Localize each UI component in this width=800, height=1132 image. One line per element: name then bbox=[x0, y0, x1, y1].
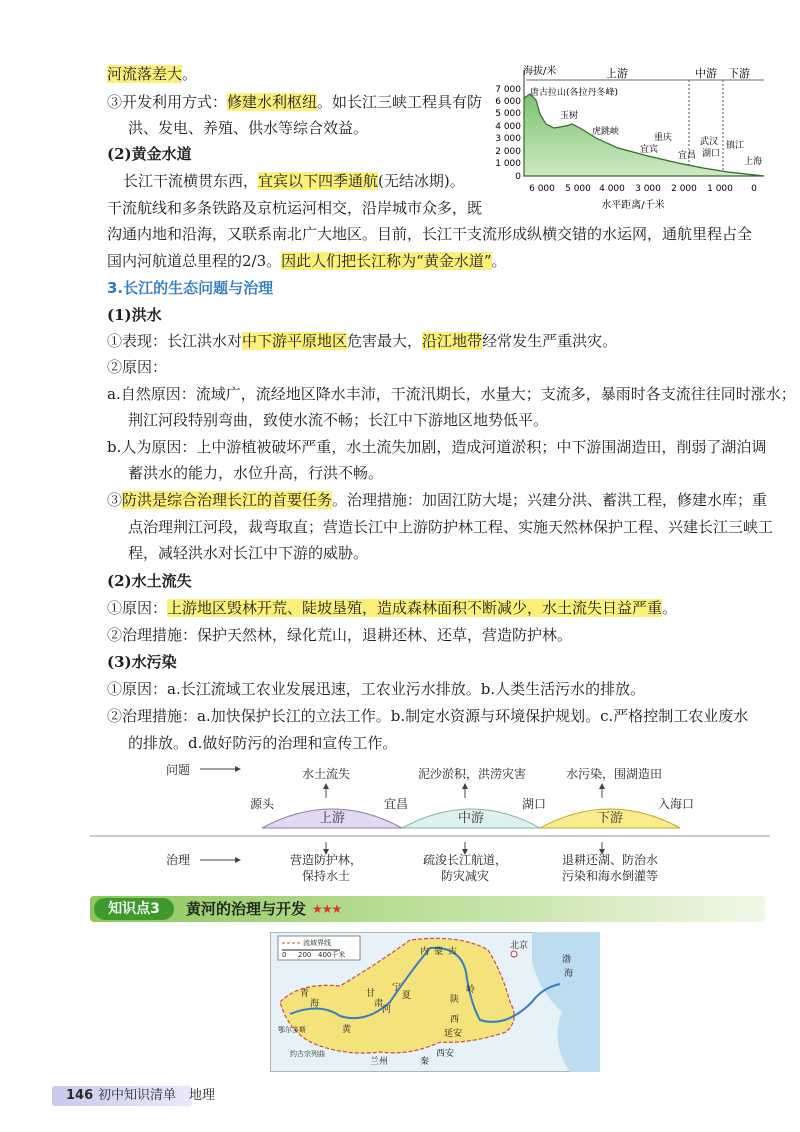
text-line: 的排放。d.做好防污的治理和宣传工作。 bbox=[128, 734, 398, 752]
segment-lower-label: 下游 bbox=[596, 811, 624, 826]
text-line: ③开发利用方式：修建水利枢纽。如长江三峡工程具有防 bbox=[107, 93, 483, 111]
difficulty-stars-icon: ★★★ bbox=[312, 902, 342, 916]
map-label: 内 bbox=[420, 947, 430, 957]
govern-lower: 退耕还湖、防治水 bbox=[561, 853, 659, 867]
text-line: ②原因： bbox=[107, 358, 168, 376]
scale-text: 0 bbox=[282, 951, 287, 959]
govern-upper: 保持水土 bbox=[301, 869, 351, 883]
page-number: 146 bbox=[66, 1088, 94, 1103]
text-line: ①表现：长江洪水对中下游平原地区危害最大，沿江地带经常发生严重洪灾。 bbox=[107, 332, 618, 350]
point-yichang: 宜昌 bbox=[384, 797, 409, 811]
problem-lower: 水污染，围湖造田 bbox=[566, 767, 663, 781]
point-estuary: 入海口 bbox=[658, 797, 695, 811]
map-label: 青 bbox=[300, 989, 310, 999]
text-line: 蓄洪水的能力，水位升高，行洪不畅。 bbox=[128, 464, 384, 482]
map-label: 秦 bbox=[420, 1057, 430, 1067]
y-tick: 0 bbox=[515, 172, 521, 182]
govern-middle: 疏浚长江航道， bbox=[422, 853, 508, 867]
y-axis-label: 海拔/米 bbox=[523, 66, 557, 77]
x-tick: 2 000 bbox=[671, 184, 697, 194]
highlight: 中下游平原地区 bbox=[242, 332, 348, 350]
text-line: 长江干流横贯东西，宜宾以下四季通航(无结冰期)。 bbox=[123, 172, 465, 190]
highlight: 修建水利枢纽 bbox=[227, 93, 318, 111]
subheading-soil-erosion: (2)水土流失 bbox=[107, 572, 192, 590]
map-label: 海 bbox=[564, 969, 574, 979]
map-label: 宁 bbox=[392, 983, 402, 993]
govern-middle: 防灾减灾 bbox=[440, 869, 490, 883]
segment-middle-label: 中游 bbox=[457, 811, 485, 826]
text-line: ①原因：a.长江流域工农业发展迅速，工农业污水排放。b.人类生活污水的排放。 bbox=[107, 680, 646, 698]
place-label: 虎跳峡 bbox=[592, 127, 620, 137]
map-label: 延安 bbox=[444, 1029, 463, 1039]
segment-middle: 中游 bbox=[695, 67, 717, 80]
text-line: b.人为原因：上中游植被破坏严重，水土流失加剧，造成河道淤积；中下游围湖造田，削弱了湖泊调 bbox=[107, 438, 767, 456]
map-label: 约古宗列曲 bbox=[290, 1050, 325, 1058]
map-label: 鄂尔多斯 bbox=[278, 1026, 306, 1034]
place-label: 武汉 bbox=[700, 137, 719, 147]
highlight: 因此人们把长江称为“黄金水道” bbox=[281, 252, 492, 270]
page-footer bbox=[52, 1086, 216, 1106]
map-label: 肃 bbox=[374, 999, 384, 1009]
y-tick: 6 000 bbox=[495, 97, 521, 107]
legend-text: 流域界线 bbox=[303, 939, 331, 947]
place-label: 镇江 bbox=[726, 141, 745, 151]
subheading-flood: (1)洪水 bbox=[107, 306, 162, 324]
text-line: 点治理荆江河段，裁弯取直；营造长江中上游防护林工程、实施天然林保护工程、兴建长江三峡工 bbox=[128, 518, 774, 536]
text-line: 沟通内地和沿海，又联系南北广大地区。目前，长江干支流形成纵横交错的水运网，通航里程占全 bbox=[107, 225, 753, 243]
x-tick: 1 000 bbox=[707, 184, 733, 194]
segment-upper: 上游 bbox=[606, 67, 628, 80]
map-label: 蒙 bbox=[434, 947, 444, 957]
text-line: 洪、发电、养殖、供水等综合效益。 bbox=[128, 119, 369, 137]
map-label: 海 bbox=[310, 999, 320, 1009]
map-label: 甘 bbox=[366, 989, 376, 999]
point-source: 源头 bbox=[250, 797, 275, 811]
subheading-water-pollution: (3)水污染 bbox=[107, 653, 177, 671]
place-label: 唐古拉山(各拉丹冬峰) bbox=[530, 88, 619, 98]
map-label: 岭 bbox=[466, 985, 476, 995]
knowledge-point-badge: 知识点3 bbox=[94, 898, 174, 920]
x-tick: 3 000 bbox=[635, 184, 661, 194]
map-label: 夏 bbox=[402, 991, 412, 1001]
place-label: 上海 bbox=[744, 157, 763, 167]
place-label: 宜宾 bbox=[640, 145, 659, 155]
point-hukou: 湖口 bbox=[522, 797, 547, 811]
section-title: 3.长江的生态问题与治理 bbox=[107, 279, 274, 297]
text-line: ②治理措施：a.加快保护长江的立法工作。b.制定水资源与环境保护规划。c.严格控制工农业废水 bbox=[107, 707, 749, 725]
problem-middle: 泥沙淤积，洪涝灾害 bbox=[418, 767, 527, 781]
text-line: ①原因：上游地区毁林开荒、陡坡垦殖，造成森林面积不断减少，水土流失日益严重。 bbox=[107, 599, 678, 617]
x-tick: 0 bbox=[751, 184, 757, 194]
place-label: 玉树 bbox=[560, 111, 579, 121]
subheading-golden-waterway: (2)黄金水道 bbox=[107, 145, 192, 163]
knowledge-point-title: 黄河的治理与开发 bbox=[186, 900, 307, 918]
yangtze-profile-chart bbox=[488, 60, 778, 220]
place-label: 宜昌 bbox=[678, 151, 697, 161]
x-axis-label: 水平距离/千米 bbox=[601, 200, 665, 211]
place-label: 重庆 bbox=[654, 133, 673, 143]
govern-label: 治理 bbox=[166, 853, 191, 867]
map-label: 陕 bbox=[450, 995, 460, 1005]
text-line: ②治理措施：保护天然林，绿化荒山，退耕还林、还草，营造防护林。 bbox=[107, 626, 573, 644]
text-line: 荆江河段特别弯曲，致使水流不畅；长江中下游地区地势低平。 bbox=[128, 411, 549, 429]
x-tick: 6 000 bbox=[529, 184, 555, 194]
problem-upper: 水土流失 bbox=[302, 767, 351, 781]
text-line: 河流落差大。 bbox=[107, 65, 198, 83]
y-tick: 4 000 bbox=[495, 122, 521, 132]
highlight: 沿江地带 bbox=[422, 332, 483, 350]
y-tick: 7 000 bbox=[495, 85, 521, 95]
map-label: 西 bbox=[450, 1015, 460, 1025]
map-label: 古 bbox=[448, 947, 458, 957]
map-label: 河 bbox=[382, 1005, 392, 1015]
text-line: a.自然原因：流域广，流经地区降水丰沛，干流汛期长，水量大；支流多，暴雨时各支流往往同时涨水； bbox=[107, 385, 796, 403]
scale-text: 400千米 bbox=[318, 951, 346, 959]
scale-text: 200 bbox=[298, 951, 312, 959]
river-governance-diagram bbox=[90, 758, 770, 886]
text-line: 国内河航道总里程的2/3。因此人们把长江称为“黄金水道”。 bbox=[107, 252, 507, 270]
place-label: 湖口 bbox=[702, 149, 721, 159]
highlight: 上游地区毁林开荒、陡坡垦殖，造成森林面积不断减少，水土流失日益严重 bbox=[167, 599, 663, 617]
text-line: 干流航线和多条铁路及京杭运河相交，沿岸城市众多，既 bbox=[107, 199, 483, 217]
govern-lower: 污染和海水倒灌等 bbox=[561, 869, 659, 883]
map-label: 北京 bbox=[510, 941, 529, 951]
y-tick: 5 000 bbox=[495, 109, 521, 119]
map-label: 黄 bbox=[342, 1025, 352, 1035]
segment-lower: 下游 bbox=[728, 67, 750, 80]
govern-upper: 营造防护林， bbox=[289, 853, 363, 867]
map-label: 西安 bbox=[436, 1049, 455, 1059]
book-title: 初中知识清单 地理 bbox=[98, 1088, 216, 1103]
y-tick: 1 000 bbox=[495, 159, 521, 169]
knowledge-point-banner bbox=[90, 896, 765, 922]
problem-label: 问题 bbox=[166, 763, 191, 777]
segment-upper-label: 上游 bbox=[318, 811, 346, 826]
highlight: 宜宾以下四季通航 bbox=[258, 172, 379, 190]
x-tick: 4 000 bbox=[599, 184, 625, 194]
map-label: 渤 bbox=[562, 955, 572, 965]
text-line: 程，减轻洪水对长江中下游的威胁。 bbox=[128, 544, 369, 562]
x-tick: 5 000 bbox=[565, 184, 591, 194]
highlight: 河流落差大 bbox=[107, 65, 183, 83]
y-tick: 3 000 bbox=[495, 134, 521, 144]
profile-area bbox=[524, 94, 764, 176]
beijing-marker-icon bbox=[511, 951, 517, 957]
yellow-river-map bbox=[270, 932, 600, 1072]
map-label: 兰州 bbox=[370, 1057, 389, 1067]
text-line: ③防洪是综合治理长江的首要任务。治理措施：加固江防大堤；兴建分洪、蓄洪工程，修建水库；重 bbox=[107, 491, 768, 509]
highlight: 防洪是综合治理长江的首要任务 bbox=[122, 491, 333, 509]
y-tick: 2 000 bbox=[495, 147, 521, 157]
